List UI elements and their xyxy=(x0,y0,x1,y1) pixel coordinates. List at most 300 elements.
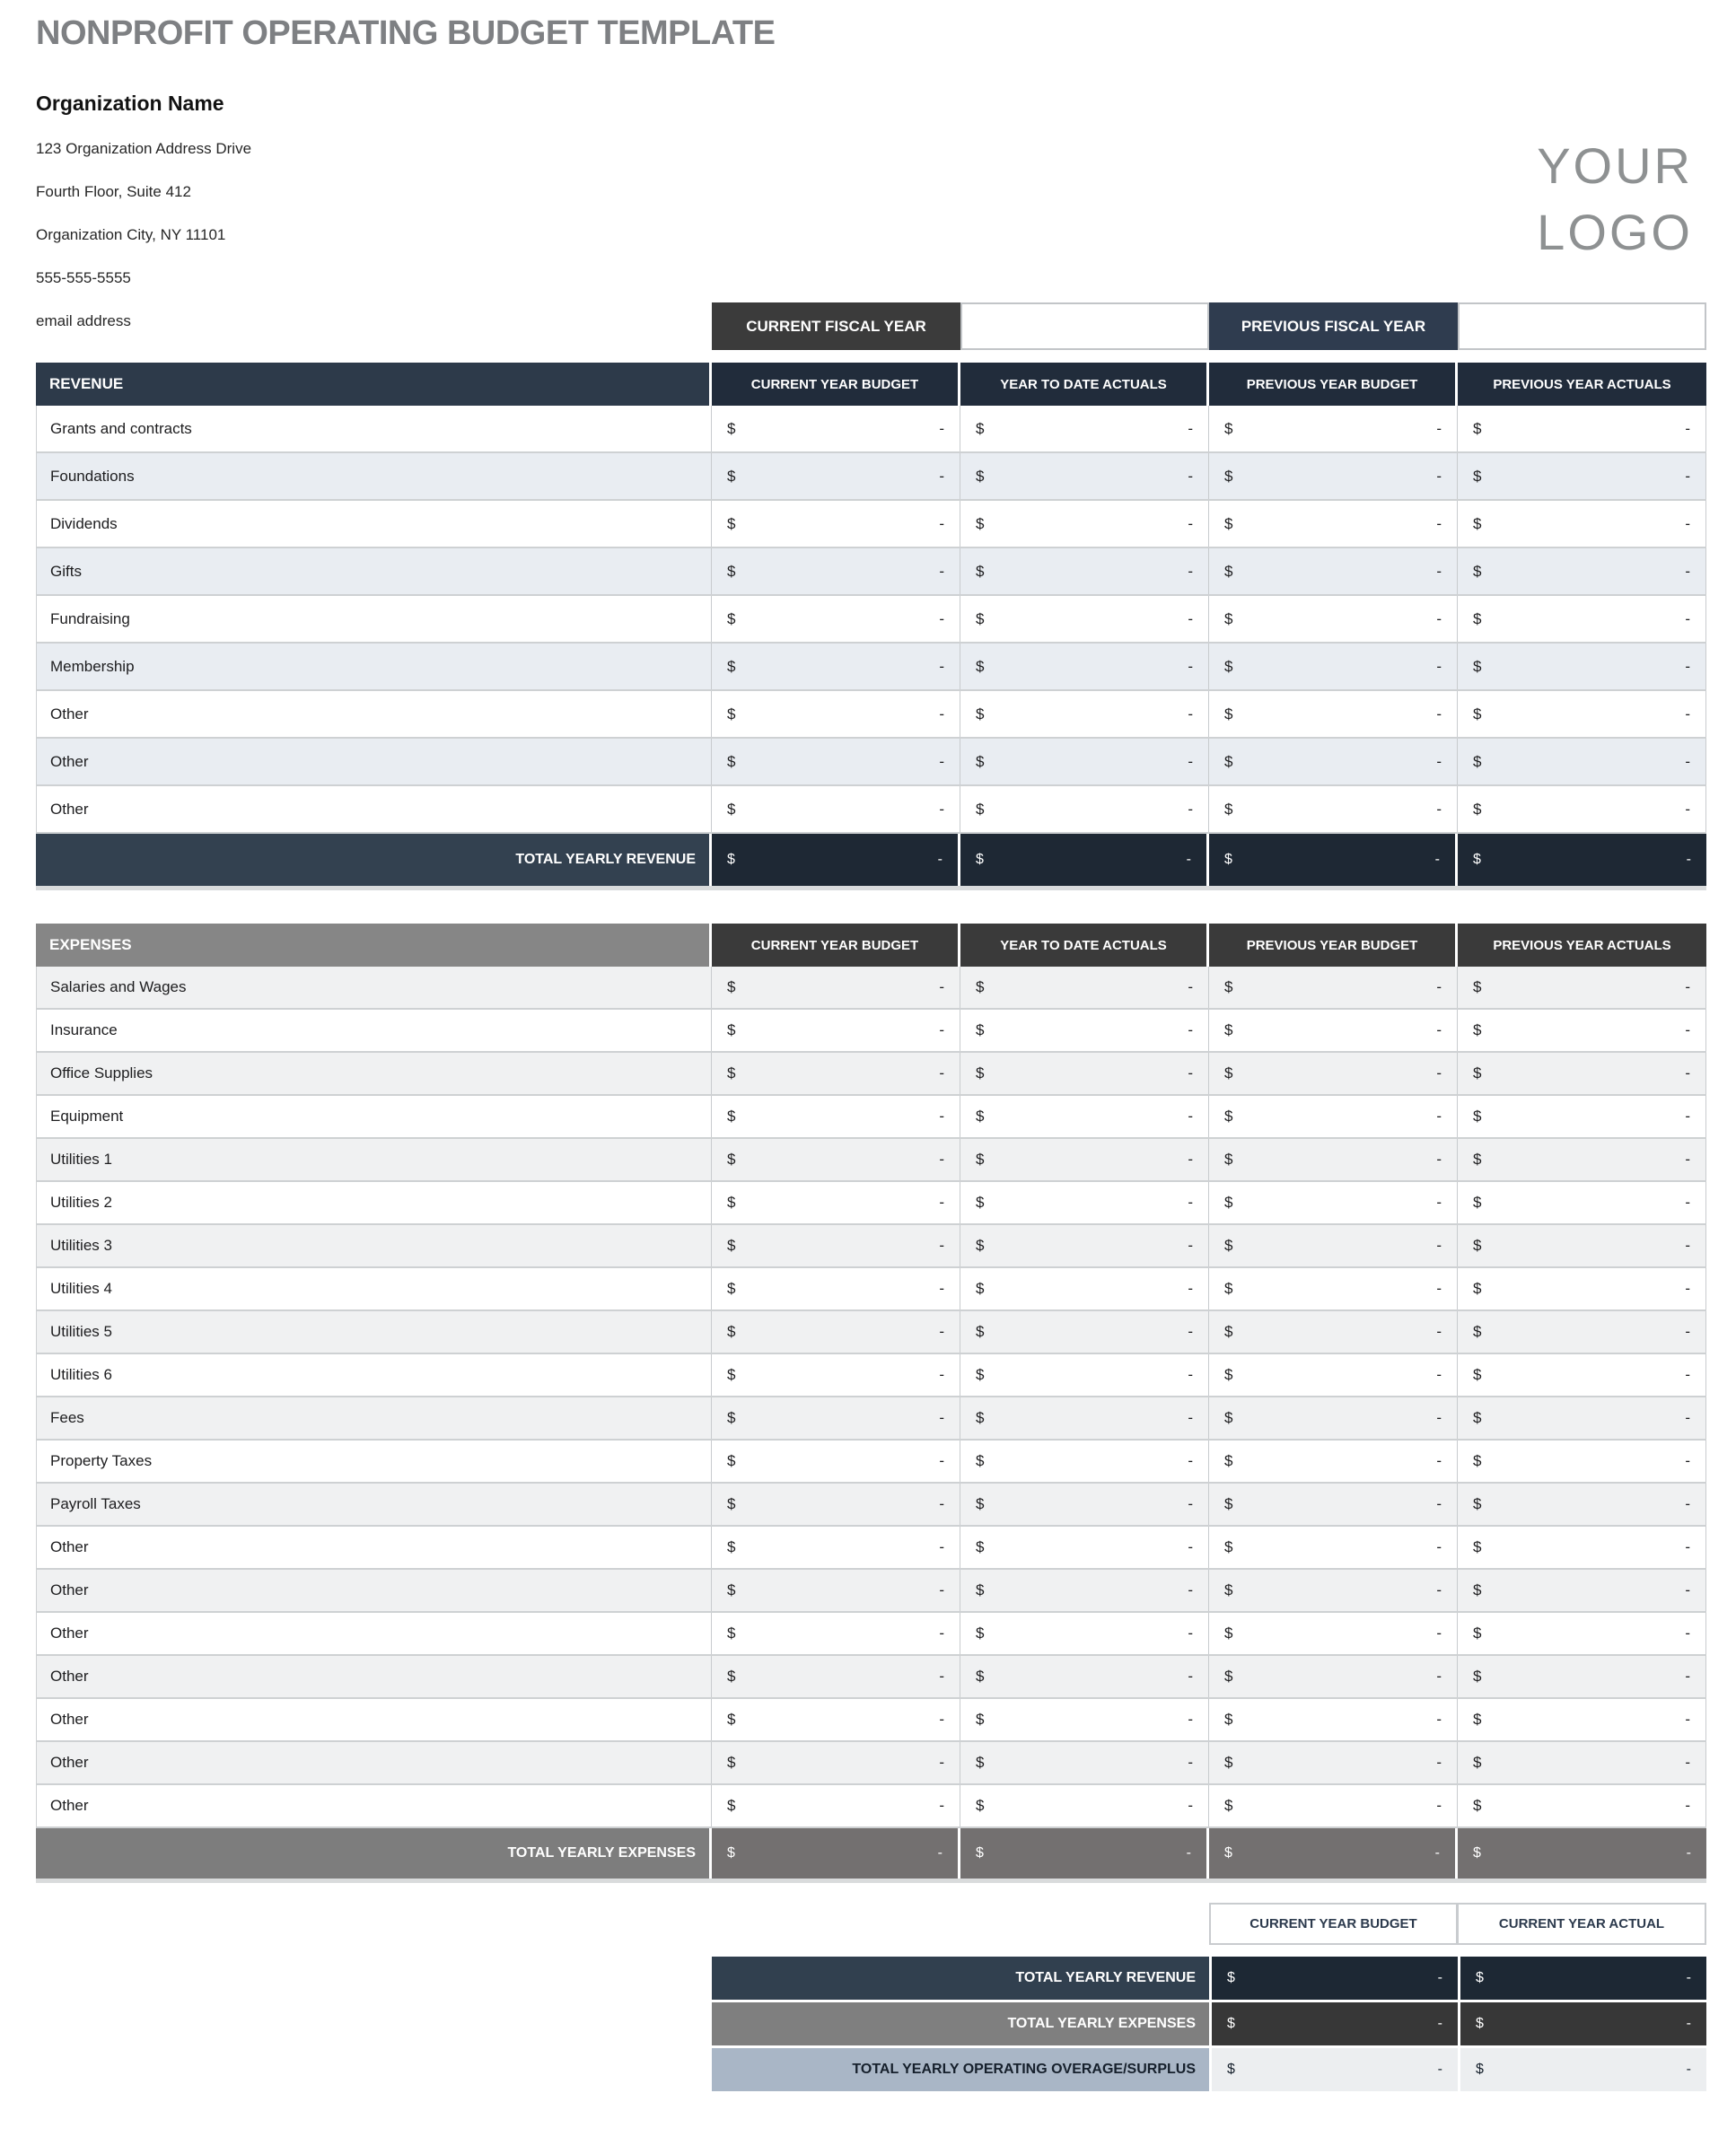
amount-cell[interactable] xyxy=(712,548,960,594)
row-label[interactable]: Fees xyxy=(36,1397,712,1439)
amount-cell[interactable] xyxy=(712,1225,960,1266)
row-label[interactable]: Payroll Taxes xyxy=(36,1484,712,1525)
total-amount-cell[interactable] xyxy=(960,834,1209,886)
amount-cell[interactable] xyxy=(1209,1354,1458,1396)
amount-cell[interactable] xyxy=(1209,596,1458,642)
column-header: PREVIOUS YEAR BUDGET xyxy=(1209,924,1458,967)
amount-cell[interactable] xyxy=(960,1182,1209,1223)
currency-symbol: $ xyxy=(976,1538,985,1555)
row-label[interactable]: Other xyxy=(36,1742,712,1783)
empty-value: - xyxy=(1685,1711,1690,1728)
revenue-row xyxy=(36,596,1706,644)
empty-value: - xyxy=(1188,1237,1193,1254)
row-label[interactable]: Utilities 4 xyxy=(36,1268,712,1309)
total-amount-cell[interactable] xyxy=(1458,834,1706,886)
empty-value: - xyxy=(939,1064,944,1082)
empty-value: - xyxy=(1437,2016,1442,2031)
column-header: YEAR TO DATE ACTUALS xyxy=(960,924,1209,967)
empty-value: - xyxy=(1685,1064,1690,1082)
row-label[interactable]: Grants and contracts xyxy=(36,406,712,451)
amount-cell[interactable] xyxy=(960,1656,1209,1697)
expense-row xyxy=(36,1010,1706,1053)
currency-symbol: $ xyxy=(727,852,735,867)
empty-value: - xyxy=(1188,1711,1193,1728)
currency-symbol: $ xyxy=(1476,2062,1484,2077)
amount-cell[interactable] xyxy=(1209,1010,1458,1051)
amount-cell[interactable] xyxy=(712,1354,960,1396)
amount-cell[interactable] xyxy=(1458,786,1706,832)
amount-cell[interactable] xyxy=(960,1053,1209,1094)
currency-symbol: $ xyxy=(1473,800,1482,818)
empty-value: - xyxy=(1436,752,1442,770)
amount-cell[interactable] xyxy=(1458,1484,1706,1525)
amount-cell[interactable] xyxy=(712,1656,960,1697)
amount-cell[interactable] xyxy=(1458,644,1706,689)
amount-cell[interactable] xyxy=(1458,406,1706,451)
row-label[interactable]: Office Supplies xyxy=(36,1053,712,1094)
empty-value: - xyxy=(1685,1452,1690,1469)
row-label[interactable]: Other xyxy=(36,739,712,784)
amount-cell[interactable] xyxy=(712,1570,960,1611)
amount-cell[interactable] xyxy=(1209,967,1458,1008)
currency-symbol: $ xyxy=(1473,1021,1482,1038)
amount-cell[interactable] xyxy=(960,691,1209,737)
currency-symbol: $ xyxy=(1224,1754,1233,1771)
currency-symbol: $ xyxy=(1224,800,1233,818)
currency-symbol: $ xyxy=(727,1754,736,1771)
expense-row xyxy=(36,1570,1706,1613)
amount-cell[interactable] xyxy=(960,1225,1209,1266)
amount-cell[interactable] xyxy=(712,406,960,451)
row-label[interactable]: Gifts xyxy=(36,548,712,594)
expense-row xyxy=(36,1742,1706,1785)
currency-symbol: $ xyxy=(976,609,985,627)
empty-value: - xyxy=(1436,514,1442,532)
empty-value: - xyxy=(1188,1409,1193,1426)
amount-cell[interactable] xyxy=(1209,548,1458,594)
amount-cell[interactable] xyxy=(1209,1053,1458,1094)
empty-value: - xyxy=(1436,562,1442,580)
empty-value: - xyxy=(1437,2062,1442,2077)
amount-cell[interactable] xyxy=(1458,453,1706,499)
empty-value: - xyxy=(1436,800,1442,818)
amount-cell[interactable] xyxy=(960,967,1209,1008)
row-label[interactable]: Equipment xyxy=(36,1096,712,1137)
empty-value: - xyxy=(1436,1668,1442,1685)
amount-cell[interactable] xyxy=(1209,786,1458,832)
amount-cell[interactable] xyxy=(1209,1699,1458,1740)
currency-symbol: $ xyxy=(1224,1668,1233,1685)
empty-value: - xyxy=(1436,1366,1442,1383)
amount-cell[interactable] xyxy=(712,1441,960,1482)
amount-cell[interactable] xyxy=(1209,1785,1458,1826)
amount-cell[interactable] xyxy=(1458,1785,1706,1826)
revenue-table xyxy=(36,363,1706,890)
empty-value: - xyxy=(1685,1323,1690,1340)
empty-value: - xyxy=(1686,1970,1691,1985)
empty-value: - xyxy=(1436,1495,1442,1512)
amount-cell[interactable] xyxy=(960,596,1209,642)
amount-cell[interactable] xyxy=(712,1268,960,1309)
amount-cell[interactable] xyxy=(960,1096,1209,1137)
amount-cell[interactable] xyxy=(960,1010,1209,1051)
amount-cell[interactable] xyxy=(1209,406,1458,451)
revenue-row xyxy=(36,644,1706,691)
amount-cell[interactable] xyxy=(1458,1096,1706,1137)
currency-symbol: $ xyxy=(976,657,985,675)
currency-symbol: $ xyxy=(727,1323,736,1340)
amount-cell[interactable] xyxy=(1209,691,1458,737)
summary-amount-cell[interactable] xyxy=(1458,2002,1706,2045)
row-label[interactable]: Utilities 1 xyxy=(36,1139,712,1180)
amount-cell[interactable] xyxy=(712,1010,960,1051)
amount-cell[interactable] xyxy=(1458,1225,1706,1266)
empty-value: - xyxy=(1436,705,1442,723)
empty-value: - xyxy=(1436,1021,1442,1038)
amount-cell[interactable] xyxy=(960,1397,1209,1439)
previous-fiscal-year-input[interactable] xyxy=(1458,302,1706,350)
column-header: CURRENT YEAR BUDGET xyxy=(712,924,960,967)
amount-cell[interactable] xyxy=(1458,1656,1706,1697)
empty-value: - xyxy=(1436,419,1442,437)
empty-value: - xyxy=(939,752,944,770)
currency-symbol: $ xyxy=(976,1581,985,1598)
amount-cell[interactable] xyxy=(960,1311,1209,1353)
empty-value: - xyxy=(1188,1797,1193,1814)
empty-value: - xyxy=(1188,1194,1193,1211)
amount-cell[interactable] xyxy=(1458,548,1706,594)
amount-cell[interactable] xyxy=(960,644,1209,689)
currency-symbol: $ xyxy=(1473,1495,1482,1512)
currency-symbol: $ xyxy=(1473,514,1482,532)
amount-cell[interactable] xyxy=(1458,739,1706,784)
amount-cell[interactable] xyxy=(960,786,1209,832)
empty-value: - xyxy=(1436,1323,1442,1340)
address-line: Fourth Floor, Suite 412 xyxy=(36,183,191,200)
currency-symbol: $ xyxy=(1224,978,1233,995)
expense-row xyxy=(36,1053,1706,1096)
amount-cell[interactable] xyxy=(1458,691,1706,737)
empty-value: - xyxy=(1188,1668,1193,1685)
empty-value: - xyxy=(1188,1366,1193,1383)
currency-symbol: $ xyxy=(727,562,736,580)
amount-cell[interactable] xyxy=(1209,1182,1458,1223)
empty-value: - xyxy=(939,514,944,532)
amount-cell[interactable] xyxy=(960,1613,1209,1654)
revenue-row xyxy=(36,501,1706,548)
expense-row xyxy=(36,1354,1706,1397)
amount-cell[interactable] xyxy=(960,1268,1209,1309)
amount-cell[interactable] xyxy=(1458,501,1706,547)
row-label[interactable]: Fundraising xyxy=(36,596,712,642)
amount-cell[interactable] xyxy=(712,1785,960,1826)
empty-value: - xyxy=(1188,1064,1193,1082)
expenses-section-header: EXPENSES xyxy=(36,924,712,967)
row-label[interactable]: Other xyxy=(36,786,712,832)
expenses-table xyxy=(36,924,1706,1883)
amount-cell[interactable] xyxy=(1209,739,1458,784)
amount-cell[interactable] xyxy=(712,501,960,547)
amount-cell[interactable] xyxy=(1209,1268,1458,1309)
row-label[interactable]: Utilities 2 xyxy=(36,1182,712,1223)
amount-cell[interactable] xyxy=(1209,644,1458,689)
row-label[interactable]: Utilities 3 xyxy=(36,1225,712,1266)
summary-amount-cell[interactable] xyxy=(1209,2002,1458,2045)
total-amount-cell[interactable] xyxy=(960,1828,1209,1879)
empty-value: - xyxy=(1685,419,1690,437)
summary-amount-cell[interactable] xyxy=(1458,1957,1706,2000)
currency-symbol: $ xyxy=(727,467,736,485)
expense-row xyxy=(36,1441,1706,1484)
amount-cell[interactable] xyxy=(960,1139,1209,1180)
currency-symbol: $ xyxy=(976,1280,985,1297)
amount-cell[interactable] xyxy=(1458,1053,1706,1094)
empty-value: - xyxy=(1188,1021,1193,1038)
currency-symbol: $ xyxy=(727,1021,736,1038)
column-header: PREVIOUS YEAR BUDGET xyxy=(1209,363,1458,406)
column-header: YEAR TO DATE ACTUALS xyxy=(960,363,1209,406)
amount-cell[interactable] xyxy=(1209,1311,1458,1353)
amount-cell[interactable] xyxy=(960,739,1209,784)
currency-symbol: $ xyxy=(727,800,736,818)
row-label[interactable]: Membership xyxy=(36,644,712,689)
currency-symbol: $ xyxy=(976,1194,985,1211)
amount-cell[interactable] xyxy=(712,1182,960,1223)
empty-value: - xyxy=(939,1237,944,1254)
amount-cell[interactable] xyxy=(712,1053,960,1094)
amount-cell[interactable] xyxy=(1209,1441,1458,1482)
amount-cell[interactable] xyxy=(960,1785,1209,1826)
amount-cell[interactable] xyxy=(1458,1570,1706,1611)
amount-cell[interactable] xyxy=(712,739,960,784)
empty-value: - xyxy=(1188,978,1193,995)
empty-value: - xyxy=(1685,1797,1690,1814)
amount-cell[interactable] xyxy=(712,1397,960,1439)
total-yearly-expenses-label: TOTAL YEARLY EXPENSES xyxy=(36,1828,712,1879)
currency-symbol: $ xyxy=(976,1668,985,1685)
amount-cell[interactable] xyxy=(1209,1139,1458,1180)
empty-value: - xyxy=(1188,467,1193,485)
amount-cell[interactable] xyxy=(712,453,960,499)
amount-cell[interactable] xyxy=(1458,1010,1706,1051)
empty-value: - xyxy=(1436,1194,1442,1211)
empty-value: - xyxy=(939,1409,944,1426)
currency-symbol: $ xyxy=(727,1452,736,1469)
empty-value: - xyxy=(1436,1797,1442,1814)
expense-row xyxy=(36,967,1706,1010)
empty-value: - xyxy=(939,1280,944,1297)
amount-cell[interactable] xyxy=(712,1139,960,1180)
amount-cell[interactable] xyxy=(712,1527,960,1568)
amount-cell[interactable] xyxy=(1458,1268,1706,1309)
empty-value: - xyxy=(1188,514,1193,532)
amount-cell[interactable] xyxy=(960,1570,1209,1611)
currency-symbol: $ xyxy=(727,609,736,627)
total-amount-cell[interactable] xyxy=(712,1828,960,1879)
currency-symbol: $ xyxy=(727,1845,735,1861)
amount-cell[interactable] xyxy=(712,691,960,737)
amount-cell[interactable] xyxy=(1458,1182,1706,1223)
currency-symbol: $ xyxy=(1224,1538,1233,1555)
empty-value: - xyxy=(1685,1495,1690,1512)
amount-cell[interactable] xyxy=(712,596,960,642)
currency-symbol: $ xyxy=(976,1711,985,1728)
amount-cell[interactable] xyxy=(1209,501,1458,547)
empty-value: - xyxy=(1685,1754,1690,1771)
currency-symbol: $ xyxy=(1224,1323,1233,1340)
amount-cell[interactable] xyxy=(1209,1225,1458,1266)
currency-symbol: $ xyxy=(1224,1581,1233,1598)
row-label[interactable]: Foundations xyxy=(36,453,712,499)
total-amount-cell[interactable] xyxy=(1209,1828,1458,1879)
row-label[interactable]: Other xyxy=(36,1613,712,1654)
row-label[interactable]: Other xyxy=(36,1656,712,1697)
address-line: 123 Organization Address Drive xyxy=(36,140,252,157)
row-label[interactable]: Salaries and Wages xyxy=(36,967,712,1008)
amount-cell[interactable] xyxy=(960,453,1209,499)
amount-cell[interactable] xyxy=(1458,1527,1706,1568)
currency-symbol: $ xyxy=(976,514,985,532)
currency-symbol: $ xyxy=(1224,1237,1233,1254)
currency-symbol: $ xyxy=(727,1366,736,1383)
row-label[interactable]: Other xyxy=(36,1570,712,1611)
amount-cell[interactable] xyxy=(1458,1354,1706,1396)
currency-symbol: $ xyxy=(727,419,736,437)
currency-symbol: $ xyxy=(976,1237,985,1254)
logo-placeholder xyxy=(1537,133,1693,266)
row-label[interactable]: Other xyxy=(36,1699,712,1740)
empty-value: - xyxy=(1436,1625,1442,1642)
currency-symbol: $ xyxy=(976,1754,985,1771)
row-label[interactable]: Utilities 6 xyxy=(36,1354,712,1396)
amount-cell[interactable] xyxy=(1458,1699,1706,1740)
total-amount-cell[interactable] xyxy=(1209,834,1458,886)
summary-column-header: CURRENT YEAR BUDGET xyxy=(1209,1903,1458,1945)
amount-cell[interactable] xyxy=(1209,1527,1458,1568)
currency-symbol: $ xyxy=(1224,1625,1233,1642)
amount-cell[interactable] xyxy=(1458,1139,1706,1180)
amount-cell[interactable] xyxy=(1458,1613,1706,1654)
empty-value: - xyxy=(1188,1280,1193,1297)
currency-symbol: $ xyxy=(727,657,736,675)
amount-cell[interactable] xyxy=(1209,1656,1458,1697)
summary-amount-cell[interactable] xyxy=(1209,1957,1458,2000)
currency-symbol: $ xyxy=(1224,852,1232,867)
empty-value: - xyxy=(1188,1581,1193,1598)
empty-value: - xyxy=(1685,562,1690,580)
currency-symbol: $ xyxy=(1227,2016,1235,2031)
amount-cell[interactable] xyxy=(960,1527,1209,1568)
currency-symbol: $ xyxy=(727,752,736,770)
currency-symbol: $ xyxy=(727,1668,736,1685)
empty-value: - xyxy=(1685,1581,1690,1598)
fiscal-year-strip xyxy=(712,302,1706,350)
empty-value: - xyxy=(1685,514,1690,532)
row-label[interactable]: Other xyxy=(36,691,712,737)
amount-cell[interactable] xyxy=(960,1742,1209,1783)
amount-cell[interactable] xyxy=(960,1441,1209,1482)
amount-cell[interactable] xyxy=(960,501,1209,547)
amount-cell[interactable] xyxy=(712,786,960,832)
amount-cell[interactable] xyxy=(1458,1441,1706,1482)
amount-cell[interactable] xyxy=(1209,1096,1458,1137)
amount-cell[interactable] xyxy=(1209,1570,1458,1611)
row-label[interactable]: Dividends xyxy=(36,501,712,547)
summary-header-row xyxy=(712,1903,1706,1945)
currency-symbol: $ xyxy=(1224,1711,1233,1728)
empty-value: - xyxy=(1686,2016,1691,2031)
amount-cell[interactable] xyxy=(712,1096,960,1137)
row-label[interactable]: Other xyxy=(36,1785,712,1826)
row-label[interactable]: Other xyxy=(36,1527,712,1568)
amount-cell[interactable] xyxy=(712,644,960,689)
empty-value: - xyxy=(1685,1021,1690,1038)
address-line: email address xyxy=(36,312,131,329)
amount-cell[interactable] xyxy=(960,1484,1209,1525)
currency-symbol: $ xyxy=(1473,1754,1482,1771)
expense-row xyxy=(36,1656,1706,1699)
amount-cell[interactable] xyxy=(1209,1613,1458,1654)
amount-cell[interactable] xyxy=(1458,1397,1706,1439)
amount-cell[interactable] xyxy=(960,406,1209,451)
amount-cell[interactable] xyxy=(1458,596,1706,642)
amount-cell[interactable] xyxy=(960,1699,1209,1740)
empty-value: - xyxy=(1685,705,1690,723)
row-label[interactable]: Property Taxes xyxy=(36,1441,712,1482)
amount-cell[interactable] xyxy=(1458,1311,1706,1353)
currency-symbol: $ xyxy=(1473,705,1482,723)
current-fiscal-year-label: CURRENT FISCAL YEAR xyxy=(712,302,960,350)
amount-cell[interactable] xyxy=(712,967,960,1008)
empty-value: - xyxy=(1436,1108,1442,1125)
row-label[interactable]: Insurance xyxy=(36,1010,712,1051)
amount-cell[interactable] xyxy=(1458,1742,1706,1783)
summary-amount-cell[interactable] xyxy=(1209,2048,1458,2091)
currency-symbol: $ xyxy=(976,1495,985,1512)
total-amount-cell[interactable] xyxy=(1458,1828,1706,1879)
empty-value: - xyxy=(1188,419,1193,437)
current-fiscal-year-input[interactable] xyxy=(960,302,1209,350)
amount-cell[interactable] xyxy=(712,1484,960,1525)
amount-cell[interactable] xyxy=(1209,453,1458,499)
summary-row xyxy=(712,1957,1706,2000)
amount-cell[interactable] xyxy=(712,1699,960,1740)
currency-symbol: $ xyxy=(727,1237,736,1254)
currency-symbol: $ xyxy=(1224,1409,1233,1426)
currency-symbol: $ xyxy=(1473,467,1482,485)
currency-symbol: $ xyxy=(976,419,985,437)
row-label[interactable]: Utilities 5 xyxy=(36,1311,712,1353)
amount-cell[interactable] xyxy=(1209,1484,1458,1525)
total-amount-cell[interactable] xyxy=(712,834,960,886)
amount-cell[interactable] xyxy=(960,1354,1209,1396)
currency-symbol: $ xyxy=(1473,752,1482,770)
amount-cell[interactable] xyxy=(712,1311,960,1353)
amount-cell[interactable] xyxy=(1209,1742,1458,1783)
amount-cell[interactable] xyxy=(1209,1397,1458,1439)
amount-cell[interactable] xyxy=(1458,967,1706,1008)
currency-symbol: $ xyxy=(1473,1108,1482,1125)
empty-value: - xyxy=(1436,1711,1442,1728)
empty-value: - xyxy=(1685,1538,1690,1555)
amount-cell[interactable] xyxy=(960,548,1209,594)
amount-cell[interactable] xyxy=(712,1613,960,1654)
empty-value: - xyxy=(939,657,944,675)
currency-symbol: $ xyxy=(1473,1797,1482,1814)
currency-symbol: $ xyxy=(1473,1452,1482,1469)
amount-cell[interactable] xyxy=(712,1742,960,1783)
summary-amount-cell[interactable] xyxy=(1458,2048,1706,2091)
